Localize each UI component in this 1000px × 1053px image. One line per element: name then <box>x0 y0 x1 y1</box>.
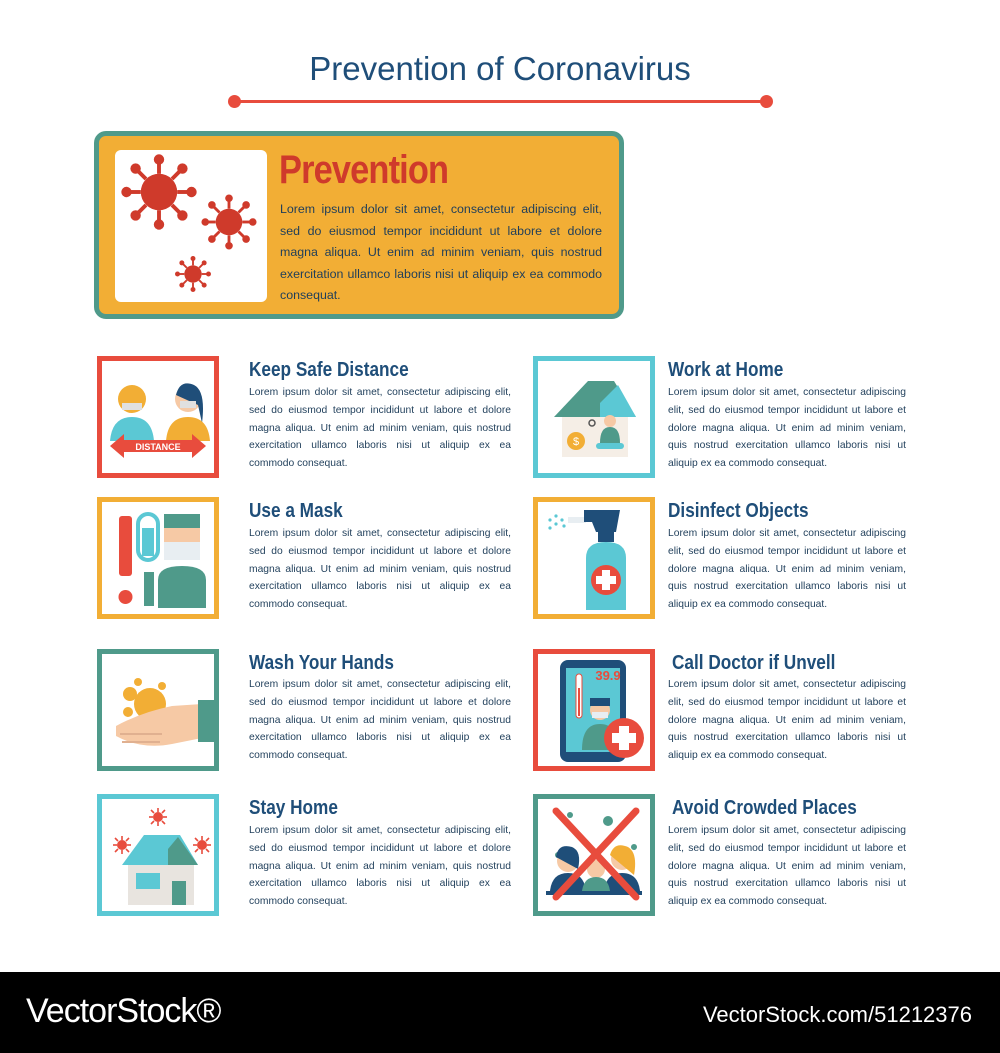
call-doctor-icon <box>533 649 655 771</box>
work-at-home-icon <box>533 356 655 478</box>
title-underline-right-dot <box>760 95 773 108</box>
card-text-avoid-crowded-places: Lorem ipsum dolor sit amet, consectetur adipiscing elit, sed do eiusmod tempor incididunt ut labore et dolore magna aliqua. Ut enim ad minim veniam, quis nostrud exercitation ullamco laboris nisi ut aliquip ex ea commodo consequat. <box>668 825 906 908</box>
card-text-work-at-home: Lorem ipsum dolor sit amet, consectetur adipiscing elit, sed do eiusmod tempor incididunt ut labore et dolore magna aliqua. Ut enim ad minim veniam, quis nostrud exercitation ullamco laboris nisi ut aliquip ex ea commodo consequat. <box>668 387 906 470</box>
card-title-disinfect-objects: Disinfect Objects <box>668 500 809 522</box>
prevention-hero-panel <box>94 131 624 319</box>
card-title-use-a-mask: Use a Mask <box>249 500 343 522</box>
mask-icon <box>97 497 219 619</box>
wash-hands-icon <box>97 649 219 771</box>
hero-text: Lorem ipsum dolor sit amet, consectetur adipiscing elit, sed do eiusmod tempor incididunt ut labore et dolore magna aliqua. Ut enim ad minim veniam, quis nostrud exercitation ullamco laboris nisi ut aliquip ex ea commodo consequat. <box>280 202 602 302</box>
card-text-keep-safe-distance: Lorem ipsum dolor sit amet, consectetur adipiscing elit, sed do eiusmod tempor incididunt ut labore et dolore magna aliqua. Ut enim ad minim veniam, quis nostrud exercitation ullamco laboris nisi ut aliquip ex ea commodo consequat. <box>249 387 511 470</box>
distance-label: DISTANCE <box>135 442 181 452</box>
page-title: Prevention of Coronavirus <box>309 50 691 87</box>
title-underline-left-dot <box>228 95 241 108</box>
hero-title: Prevention <box>279 148 449 192</box>
watermark-url: VectorStock.com/51212376 <box>702 1002 972 1027</box>
safe-distance-icon <box>97 356 219 478</box>
card-title-stay-home: Stay Home <box>249 797 338 819</box>
stay-home-icon <box>97 794 219 916</box>
card-text-stay-home: Lorem ipsum dolor sit amet, consectetur adipiscing elit, sed do eiusmod tempor incididunt ut labore et dolore magna aliqua. Ut enim ad minim veniam, quis nostrud exercitation ullamco laboris nisi ut aliquip ex ea commodo consequat. <box>249 825 511 908</box>
watermark-logo: VectorStock® <box>26 992 221 1030</box>
card-title-avoid-crowded-places: Avoid Crowded Places <box>672 797 857 819</box>
avoid-crowd-icon <box>533 794 655 916</box>
card-text-call-doctor: Lorem ipsum dolor sit amet, consectetur adipiscing elit, sed do eiusmod tempor incididunt ut labore et dolore magna aliqua. Ut enim ad minim veniam, quis nostrud exercitation ullamco laboris nisi ut aliquip ex ea commodo consequat. <box>668 679 906 762</box>
card-title-call-doctor: Call Doctor if Unvell <box>672 652 836 674</box>
card-title-wash-your-hands: Wash Your Hands <box>249 652 394 674</box>
watermark-bar <box>0 972 1000 1053</box>
card-text-disinfect-objects: Lorem ipsum dolor sit amet, consectetur adipiscing elit, sed do eiusmod tempor incididunt ut labore et dolore magna aliqua. Ut enim ad minim veniam, quis nostrud exercitation ullamco laboris nisi ut aliquip ex ea commodo consequat. <box>668 528 906 611</box>
card-title-work-at-home: Work at Home <box>668 359 784 381</box>
card-text-use-a-mask: Lorem ipsum dolor sit amet, consectetur adipiscing elit, sed do eiusmod tempor incididunt ut labore et dolore magna aliqua. Ut enim ad minim veniam, quis nostrud exercitation ullamco laboris nisi ut aliquip ex ea commodo consequat. <box>249 528 511 611</box>
svg-text:$: $ <box>572 436 580 448</box>
virus-icon <box>115 150 267 302</box>
title-underline <box>234 100 766 103</box>
card-title-keep-safe-distance: Keep Safe Distance <box>249 359 409 381</box>
spray-bottle-icon <box>533 497 655 619</box>
temperature-reading: 39.9 <box>595 668 621 683</box>
card-text-wash-your-hands: Lorem ipsum dolor sit amet, consectetur adipiscing elit, sed do eiusmod tempor incididunt ut labore et dolore magna aliqua. Ut enim ad minim veniam, quis nostrud exercitation ullamco laboris nisi ut aliquip ex ea commodo consequat. <box>249 679 511 762</box>
